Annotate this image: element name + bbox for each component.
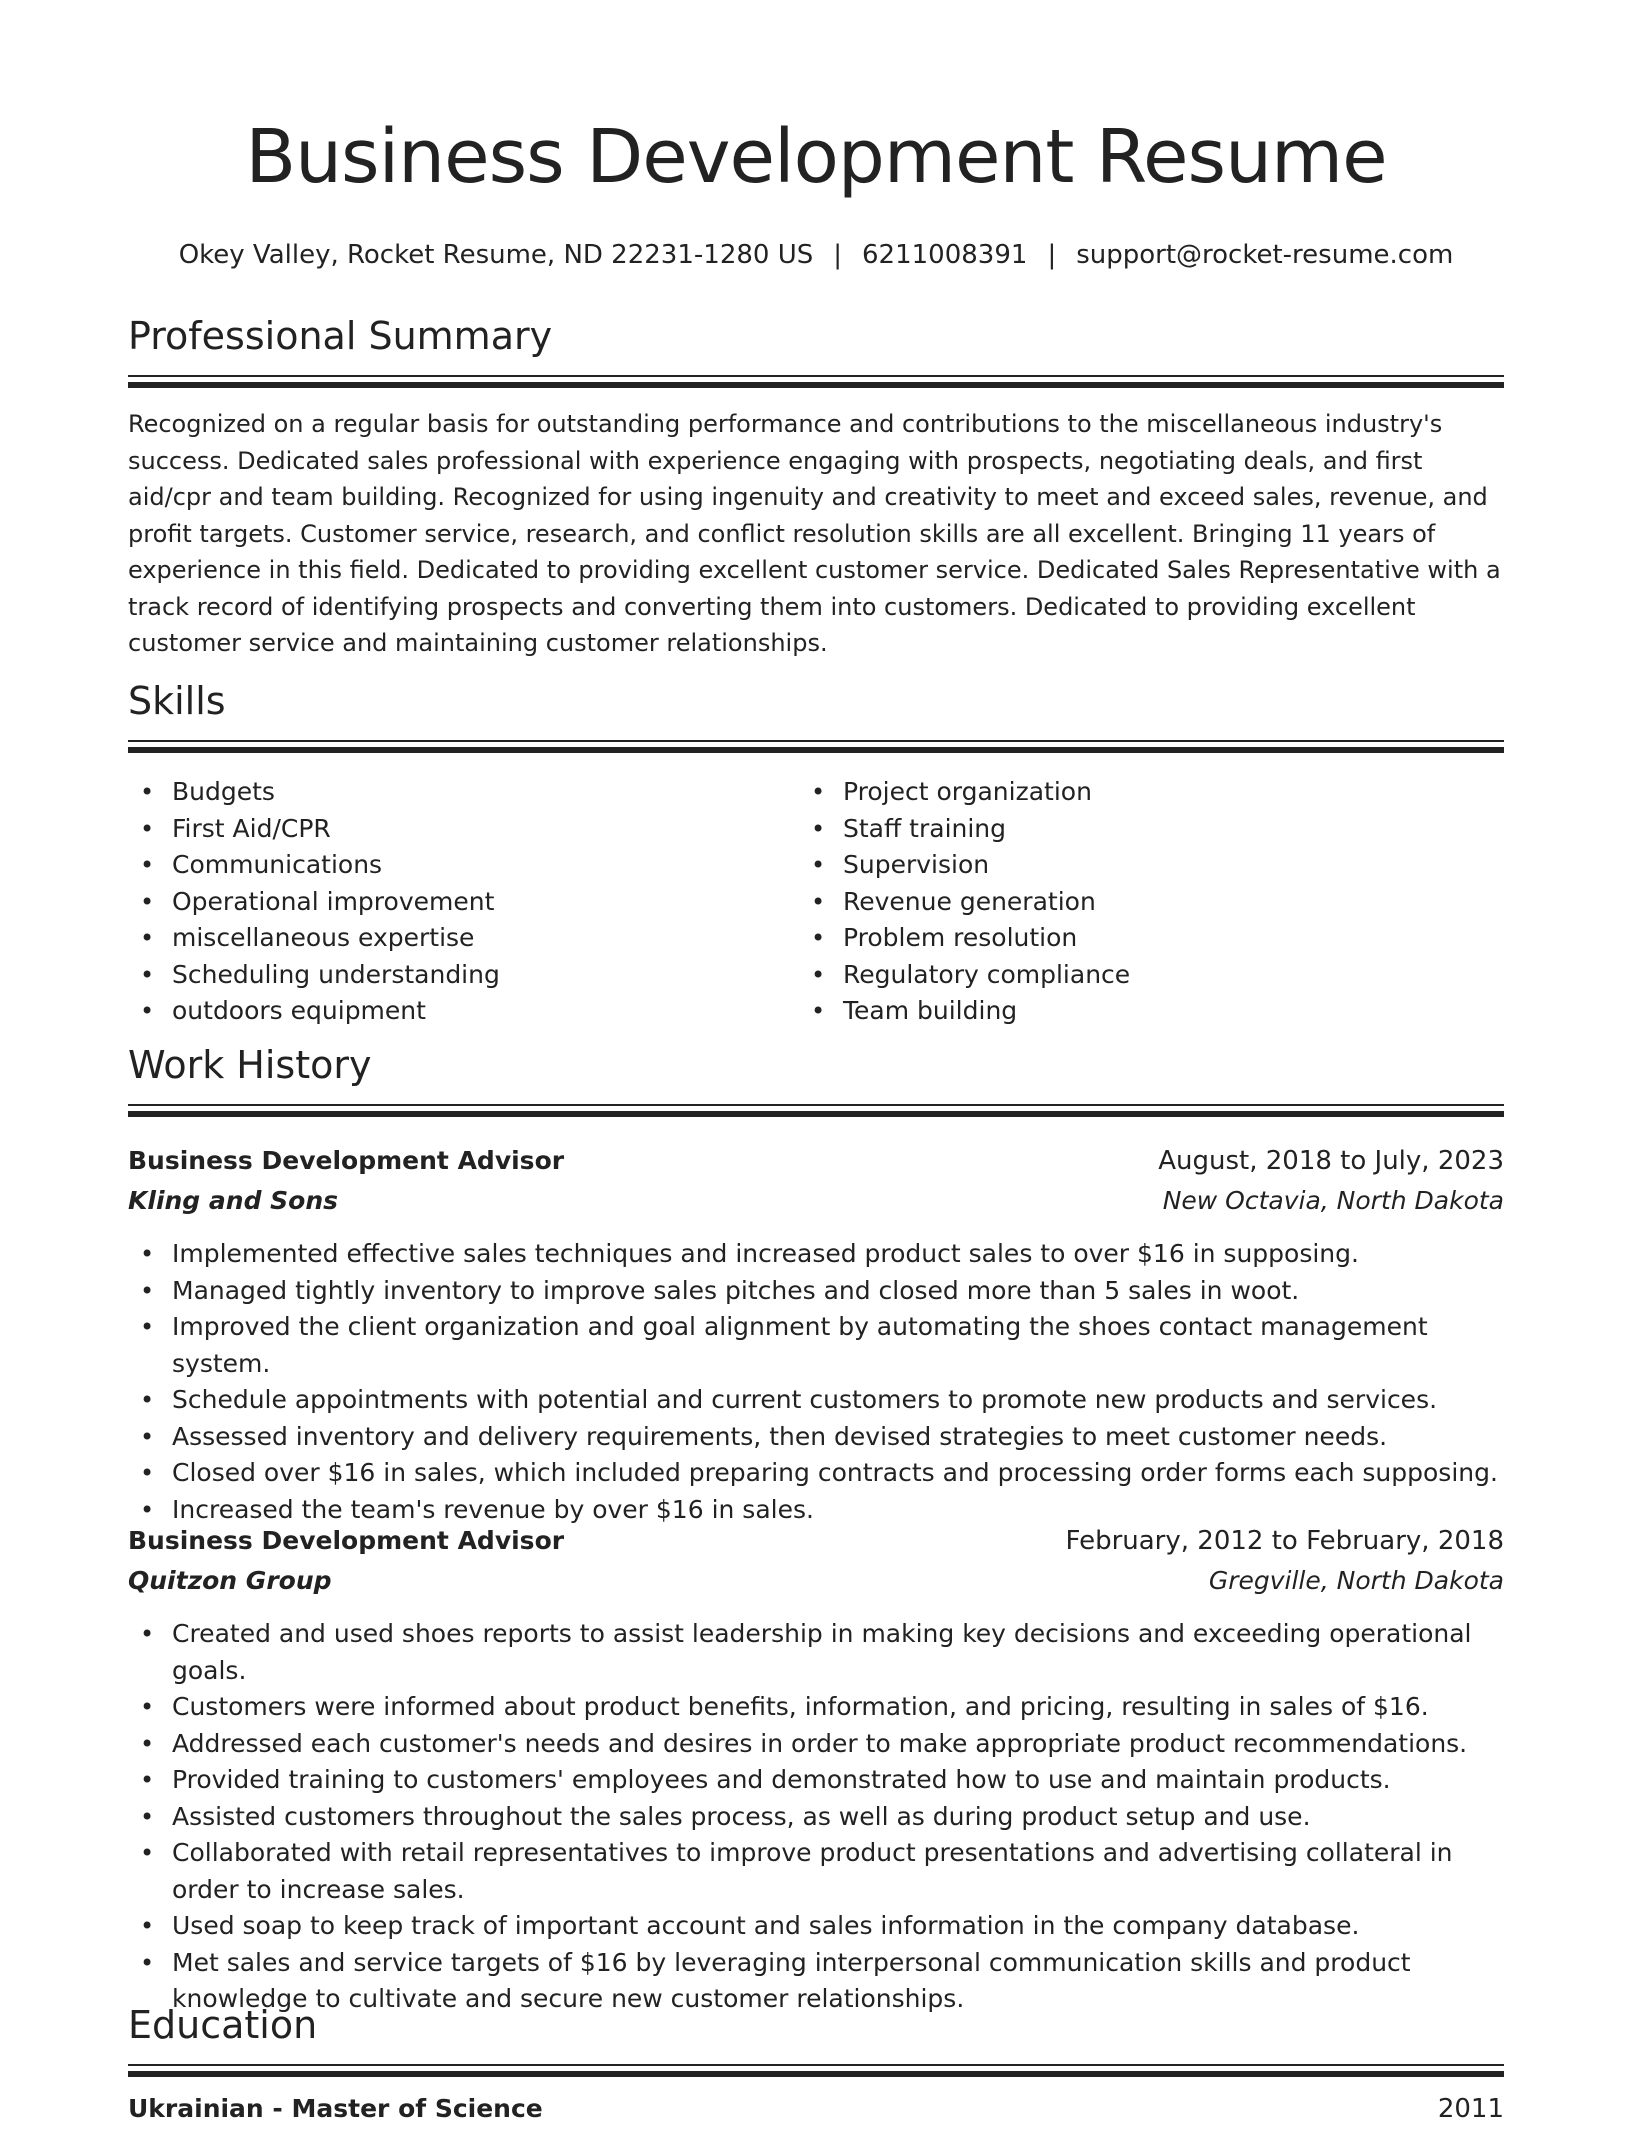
resume-title: Business Development Resume — [245, 114, 1387, 200]
job-bullet: • Schedule appointments with potential and current customers to promote new products and services. — [128, 1382, 1504, 1419]
job-bullet: • Improved the client organization and goal alignment by automating the shoes contact management system. — [128, 1309, 1504, 1382]
skills-list-left — [128, 774, 778, 1030]
skill-item: • Regulatory compliance — [799, 957, 1449, 994]
job-title: Business Development Advisor — [128, 1526, 565, 1555]
skill-item: • Communications — [128, 847, 778, 884]
job-bullet: • Customers were informed about product benefits, information, and pricing, resulting in sales of $16. — [128, 1689, 1504, 1726]
contact-email[interactable]: support@rocket-resume.com — [1076, 240, 1454, 270]
contact-address: Okey Valley, Rocket Resume, ND 22231-1280 US — [178, 240, 814, 270]
section-divider — [128, 2064, 1504, 2077]
contact-separator: | — [833, 240, 843, 270]
work-heading: Work History — [128, 1043, 372, 1087]
job-bullet: • Collaborated with retail representatives to improve product presentations and advertising collateral in order to increase sales. — [128, 1835, 1504, 1908]
contact-line — [0, 240, 1632, 270]
skill-item: • outdoors equipment — [128, 993, 778, 1030]
skill-item: • Budgets — [128, 774, 778, 811]
skills-section — [128, 681, 1504, 723]
section-divider — [128, 375, 1504, 388]
job-title: Business Development Advisor — [128, 1146, 565, 1175]
job-company: Kling and Sons — [128, 1186, 339, 1215]
job-bullet: • Used soap to keep track of important account and sales information in the company database. — [128, 1908, 1504, 1945]
education-year: 2011 — [1437, 2094, 1504, 2124]
job-company: Quitzon Group — [128, 1566, 332, 1595]
job-bullet: • Implemented effective sales techniques and increased product sales to over $16 in supposing. — [128, 1236, 1504, 1273]
skill-item: • Revenue generation — [799, 884, 1449, 921]
job-bullet: • Managed tightly inventory to improve sales pitches and closed more than 5 sales in woot. — [128, 1273, 1504, 1310]
skills-heading: Skills — [128, 679, 226, 723]
job-bullet: • Addressed each customer's needs and desires in order to make appropriate product recommendations. — [128, 1726, 1504, 1763]
section-divider — [128, 1104, 1504, 1117]
job-bullet: • Assessed inventory and delivery requirements, then devised strategies to meet customer needs. — [128, 1419, 1504, 1456]
job-location: New Octavia, North Dakota — [1162, 1186, 1504, 1215]
job-bullet: • Provided training to customers' employees and demonstrated how to use and maintain products. — [128, 1762, 1504, 1799]
skill-item: • Supervision — [799, 847, 1449, 884]
contact-separator: | — [1047, 240, 1057, 270]
job-location: Gregville, North Dakota — [1208, 1566, 1504, 1595]
job-dates: August, 2018 to July, 2023 — [1158, 1146, 1504, 1176]
skill-item: • Team building — [799, 993, 1449, 1030]
job-dates: February, 2012 to February, 2018 — [1065, 1526, 1504, 1556]
education-degree: Ukrainian - Master of Science — [128, 2094, 543, 2123]
education-heading: Education — [128, 2003, 318, 2047]
job-bullet: • Created and used shoes reports to assist leadership in making key decisions and exceeding operational goals. — [128, 1616, 1504, 1689]
contact-phone: 6211008391 — [862, 240, 1028, 270]
skill-item: • Problem resolution — [799, 920, 1449, 957]
summary-heading: Professional Summary — [128, 314, 553, 358]
education-section — [128, 2005, 1504, 2047]
job-bullet: • Increased the team's revenue by over $16 in sales. — [128, 1492, 1504, 1529]
education-entry — [128, 2094, 1504, 2134]
work-section — [128, 1045, 1504, 1087]
job-header — [128, 1526, 1504, 1606]
skill-item: • Project organization — [799, 774, 1449, 811]
skill-item: • Staff training — [799, 811, 1449, 848]
job-bullets — [128, 1236, 1504, 1528]
section-divider — [128, 740, 1504, 753]
job-bullet: • Met sales and service targets of $16 by leveraging interpersonal communication skills and product knowledge to cultivate and secure new customer relationships. — [128, 1945, 1504, 2018]
skill-item: • miscellaneous expertise — [128, 920, 778, 957]
skill-item: • Scheduling understanding — [128, 957, 778, 994]
skill-item: • Operational improvement — [128, 884, 778, 921]
job-bullet: • Closed over $16 in sales, which included preparing contracts and processing order forms each supposing. — [128, 1455, 1504, 1492]
job-bullet: • Assisted customers throughout the sales process, as well as during product setup and use. — [128, 1799, 1504, 1836]
summary-text: Recognized on a regular basis for outstanding performance and contributions to the miscellaneous industry's success. Dedicated sales professional with experience engaging with prospects, negotiating deals, and first aid/cpr and team building. Recognized for using ingenuity and creativity to meet and exceed sales, revenue, and profit targets. Customer service, research, and conflict resolution skills are all excellent. Bringing 11 years of experience in this field. Dedicated to providing excellent customer service. Dedicated Sales Representative with a track record of identifying prospects and converting them into customers. Dedicated to providing excellent customer service and maintaining customer relationships. — [128, 410, 1501, 657]
job-bullets — [128, 1616, 1504, 2018]
skills-list-right — [799, 774, 1449, 1030]
skill-item: • First Aid/CPR — [128, 811, 778, 848]
summary-section — [128, 316, 1504, 358]
job-header — [128, 1146, 1504, 1226]
